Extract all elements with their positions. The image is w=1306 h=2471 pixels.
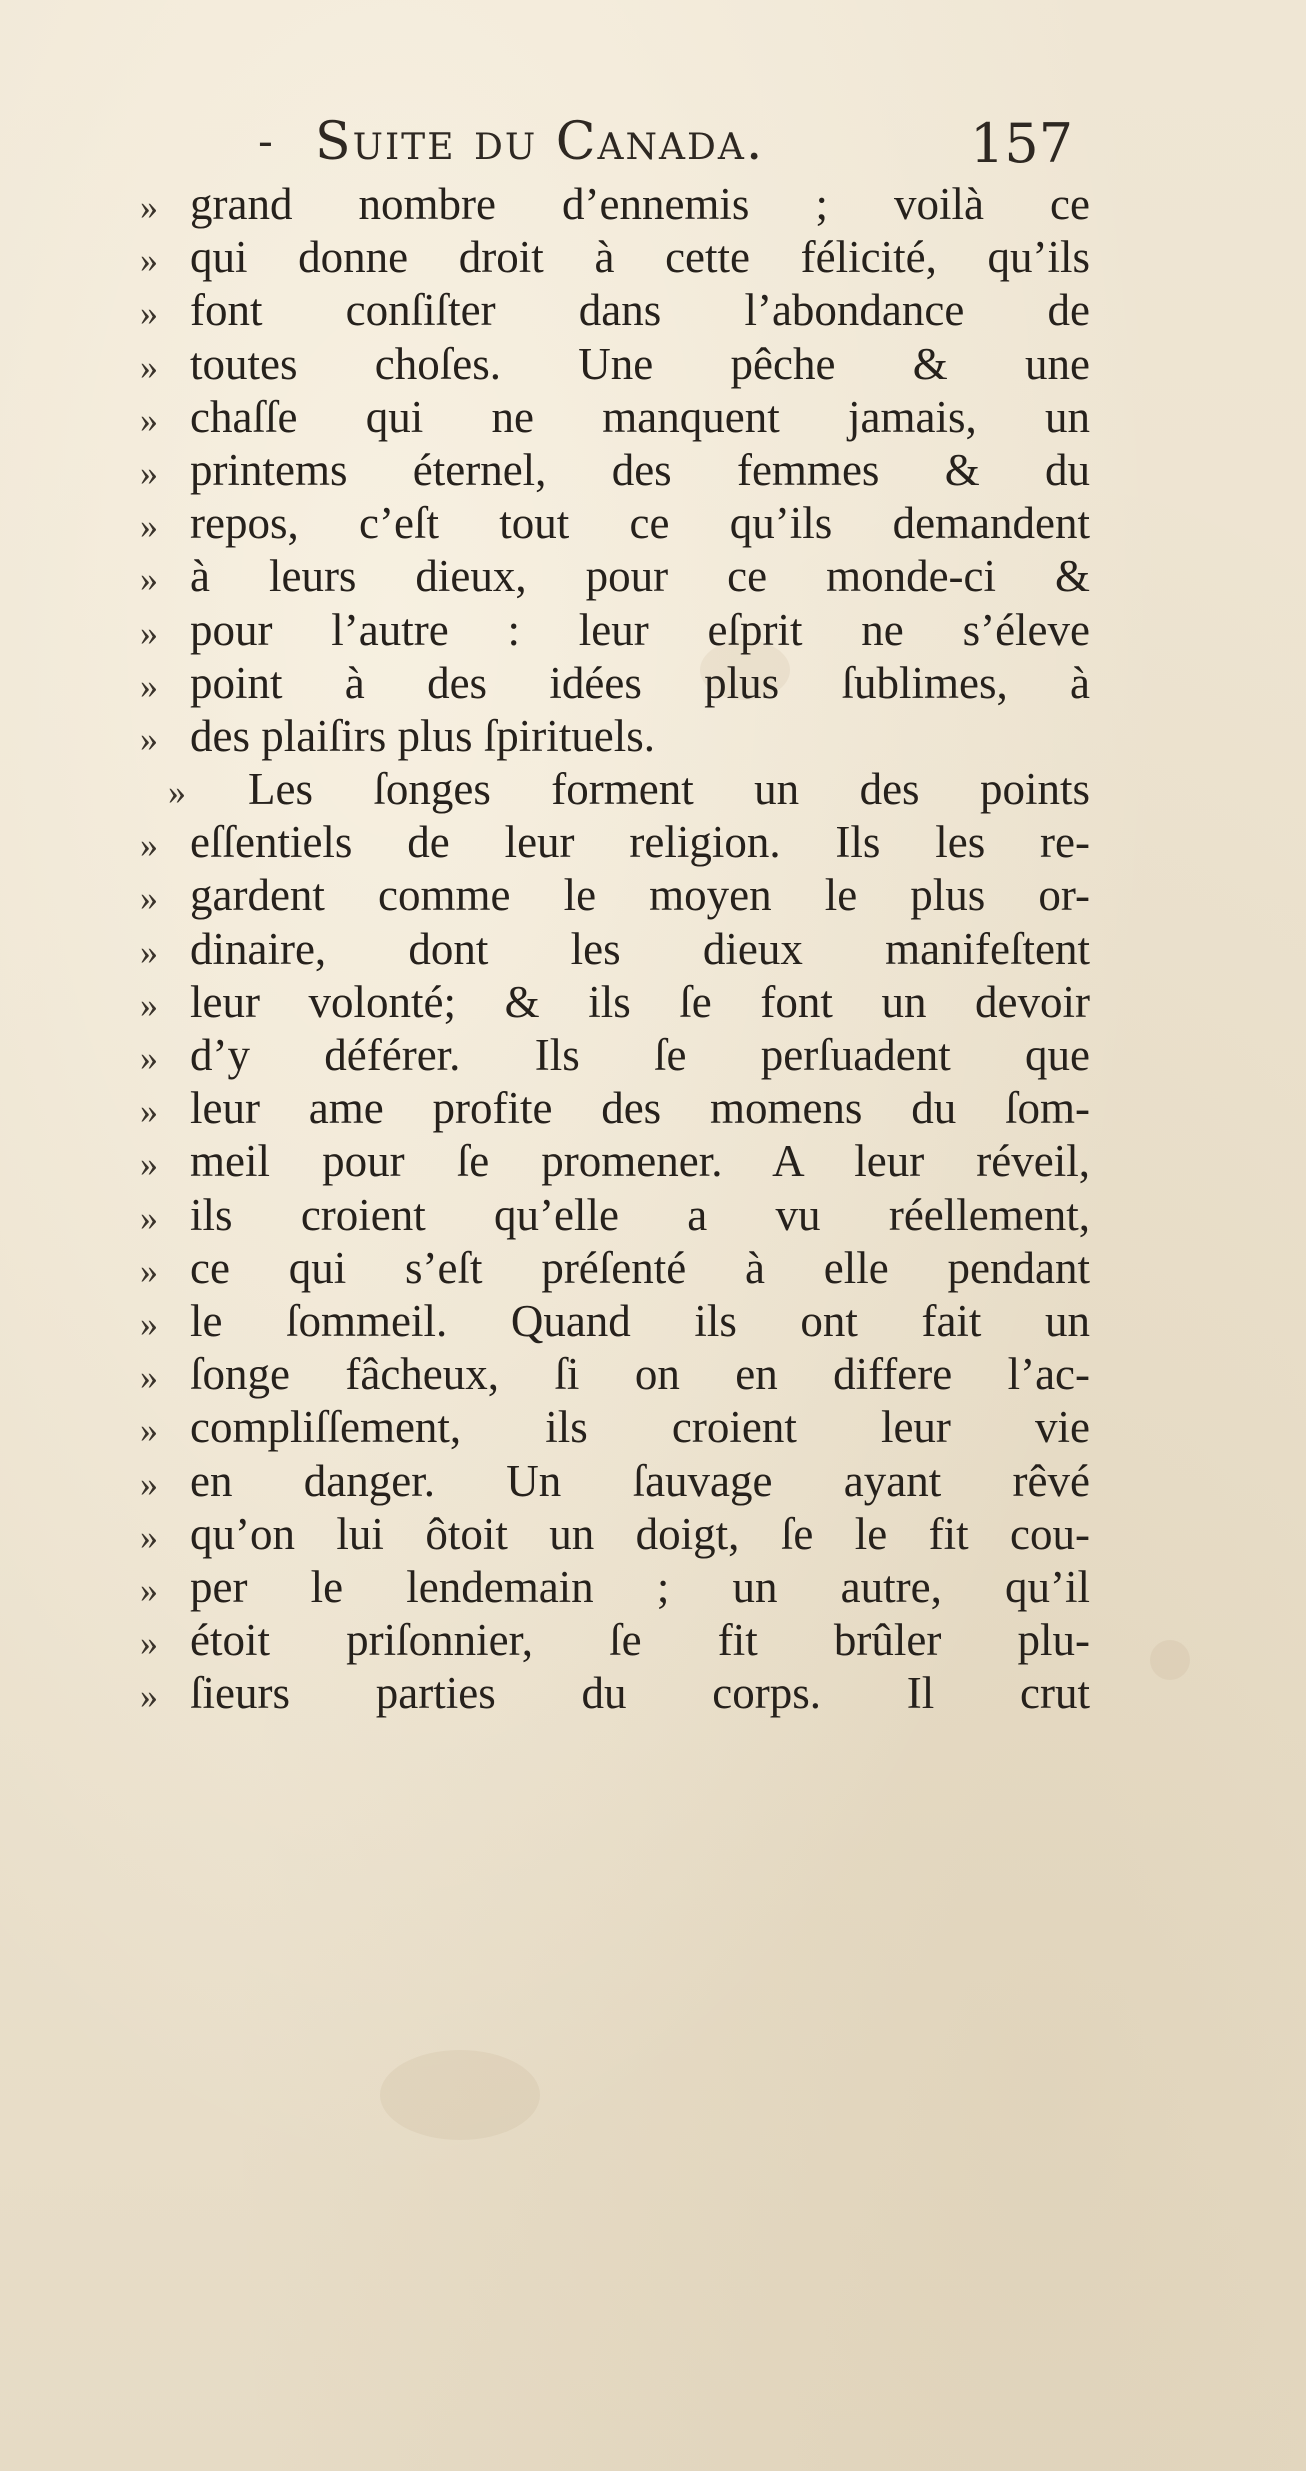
line-text: qui donne droit à cette félicité, qu’ils (190, 232, 1090, 283)
quote-mark: » (140, 1516, 158, 1557)
text-line (140, 1348, 1090, 1401)
text-line (140, 497, 1090, 550)
text-line (140, 391, 1090, 444)
quote-mark: » (140, 293, 158, 334)
line-text: point à des idées plus ſublimes, à (190, 657, 1090, 708)
quote-mark: » (140, 718, 158, 759)
line-text: dinaire, dont les dieux manifeſtent (190, 923, 1090, 974)
line-text: font conſiſter dans l’abondance de (190, 285, 1090, 336)
line-text: meil pour ſe promener. A leur réveil, (190, 1136, 1090, 1187)
line-text: ſieurs parties du corps. Il crut (190, 1668, 1090, 1719)
quote-mark: » (140, 1303, 158, 1344)
quote-mark: » (140, 878, 158, 919)
text-line (140, 1614, 1090, 1667)
quote-mark: » (140, 1250, 158, 1291)
quote-mark: » (168, 772, 186, 813)
quote-mark: » (140, 452, 158, 493)
line-text: Les ſonges forment un des points (248, 764, 1090, 815)
text-line (140, 923, 1090, 976)
quote-mark: » (140, 399, 158, 440)
quote-mark: » (140, 1197, 158, 1238)
line-text: ce qui s’eſt préſenté à elle pendant (190, 1242, 1090, 1293)
quote-mark: » (140, 1623, 158, 1664)
line-text: per le lendemain ; un autre, qu’il (190, 1561, 1090, 1612)
text-line (140, 444, 1090, 497)
page-number: 157 (970, 112, 1074, 175)
line-text: gardent comme le moyen le plus or- (190, 870, 1090, 921)
running-title: Suite du Canada. (315, 112, 765, 172)
page-body-text (140, 178, 1090, 1720)
line-text: à leurs dieux, pour ce monde-ci & (190, 551, 1090, 602)
quote-mark: » (140, 187, 158, 227)
line-text: eſſentiels de leur religion. Ils les re- (190, 817, 1090, 868)
quote-mark: » (140, 240, 158, 281)
text-line (140, 1455, 1090, 1508)
quote-mark: » (140, 1410, 158, 1451)
line-text: le ſommeil. Quand ils ont fait un (190, 1295, 1090, 1346)
line-text: chaſſe qui ne manquent jamais, un (190, 391, 1090, 442)
paper-stain (1150, 1640, 1190, 1680)
line-text: leur ame profite des momens du ſom- (190, 1083, 1090, 1134)
text-line (140, 1242, 1090, 1295)
text-line (140, 657, 1090, 710)
header-dash: - (258, 116, 273, 167)
text-line (140, 1189, 1090, 1242)
quote-mark: » (140, 825, 158, 866)
text-line (140, 1082, 1090, 1135)
text-line (140, 1401, 1090, 1454)
text-line (140, 1667, 1090, 1720)
text-line (140, 604, 1090, 657)
line-text: étoit priſonnier, ſe fit brûler plu- (190, 1615, 1090, 1666)
quote-mark: » (140, 1676, 158, 1717)
line-text: repos, c’eſt tout ce qu’ils demandent (190, 498, 1090, 549)
quote-mark: » (140, 984, 158, 1025)
line-text: compliſſement, ils croient leur vie (190, 1402, 1090, 1453)
quote-mark: » (140, 931, 158, 972)
text-line (140, 710, 1090, 763)
line-text: toutes choſes. Une pêche & une (190, 338, 1090, 389)
text-line (140, 231, 1090, 284)
line-text: qu’on lui ôtoit un doigt, ſe le fit cou- (190, 1508, 1090, 1559)
line-text: pour l’autre : leur eſprit ne s’éleve (190, 604, 1090, 655)
quote-mark: » (140, 1357, 158, 1398)
text-line (140, 550, 1090, 603)
text-line (140, 178, 1090, 231)
text-line (140, 1135, 1090, 1188)
quote-mark: » (140, 1038, 158, 1078)
text-line (140, 976, 1090, 1029)
text-line (140, 1508, 1090, 1561)
quote-mark: » (140, 346, 158, 387)
line-text: d’y déférer. Ils ſe perſuadent que (190, 1030, 1090, 1080)
line-text: printems éternel, des femmes & du (190, 444, 1090, 495)
text-line (140, 284, 1090, 337)
line-text: ſonge fâcheux, ſi on en differe l’ac- (190, 1349, 1090, 1400)
running-header (0, 112, 1306, 182)
quote-mark: » (140, 1569, 158, 1610)
quote-mark: » (140, 1144, 158, 1185)
line-text: leur volonté; & ils ſe font un devoir (190, 976, 1090, 1027)
paper-stain (380, 2050, 540, 2140)
text-line (140, 338, 1090, 391)
quote-mark: » (140, 1463, 158, 1504)
text-line (140, 1029, 1090, 1082)
text-line (140, 1295, 1090, 1348)
quote-mark: » (140, 612, 158, 653)
quote-mark: » (140, 559, 158, 600)
quote-mark: » (140, 665, 158, 706)
text-line (140, 816, 1090, 869)
quote-mark: » (140, 506, 158, 547)
line-text: des plaiſirs plus ſpirituels. (190, 710, 655, 761)
line-text: ils croient qu’elle a vu réellement, (190, 1189, 1090, 1240)
text-line (140, 763, 1090, 816)
text-line (140, 1561, 1090, 1614)
line-text: en danger. Un ſauvage ayant rêvé (190, 1455, 1090, 1506)
line-text: grand nombre d’ennemis ; voilà ce (190, 179, 1090, 229)
quote-mark: » (140, 1091, 158, 1132)
text-line (140, 869, 1090, 922)
